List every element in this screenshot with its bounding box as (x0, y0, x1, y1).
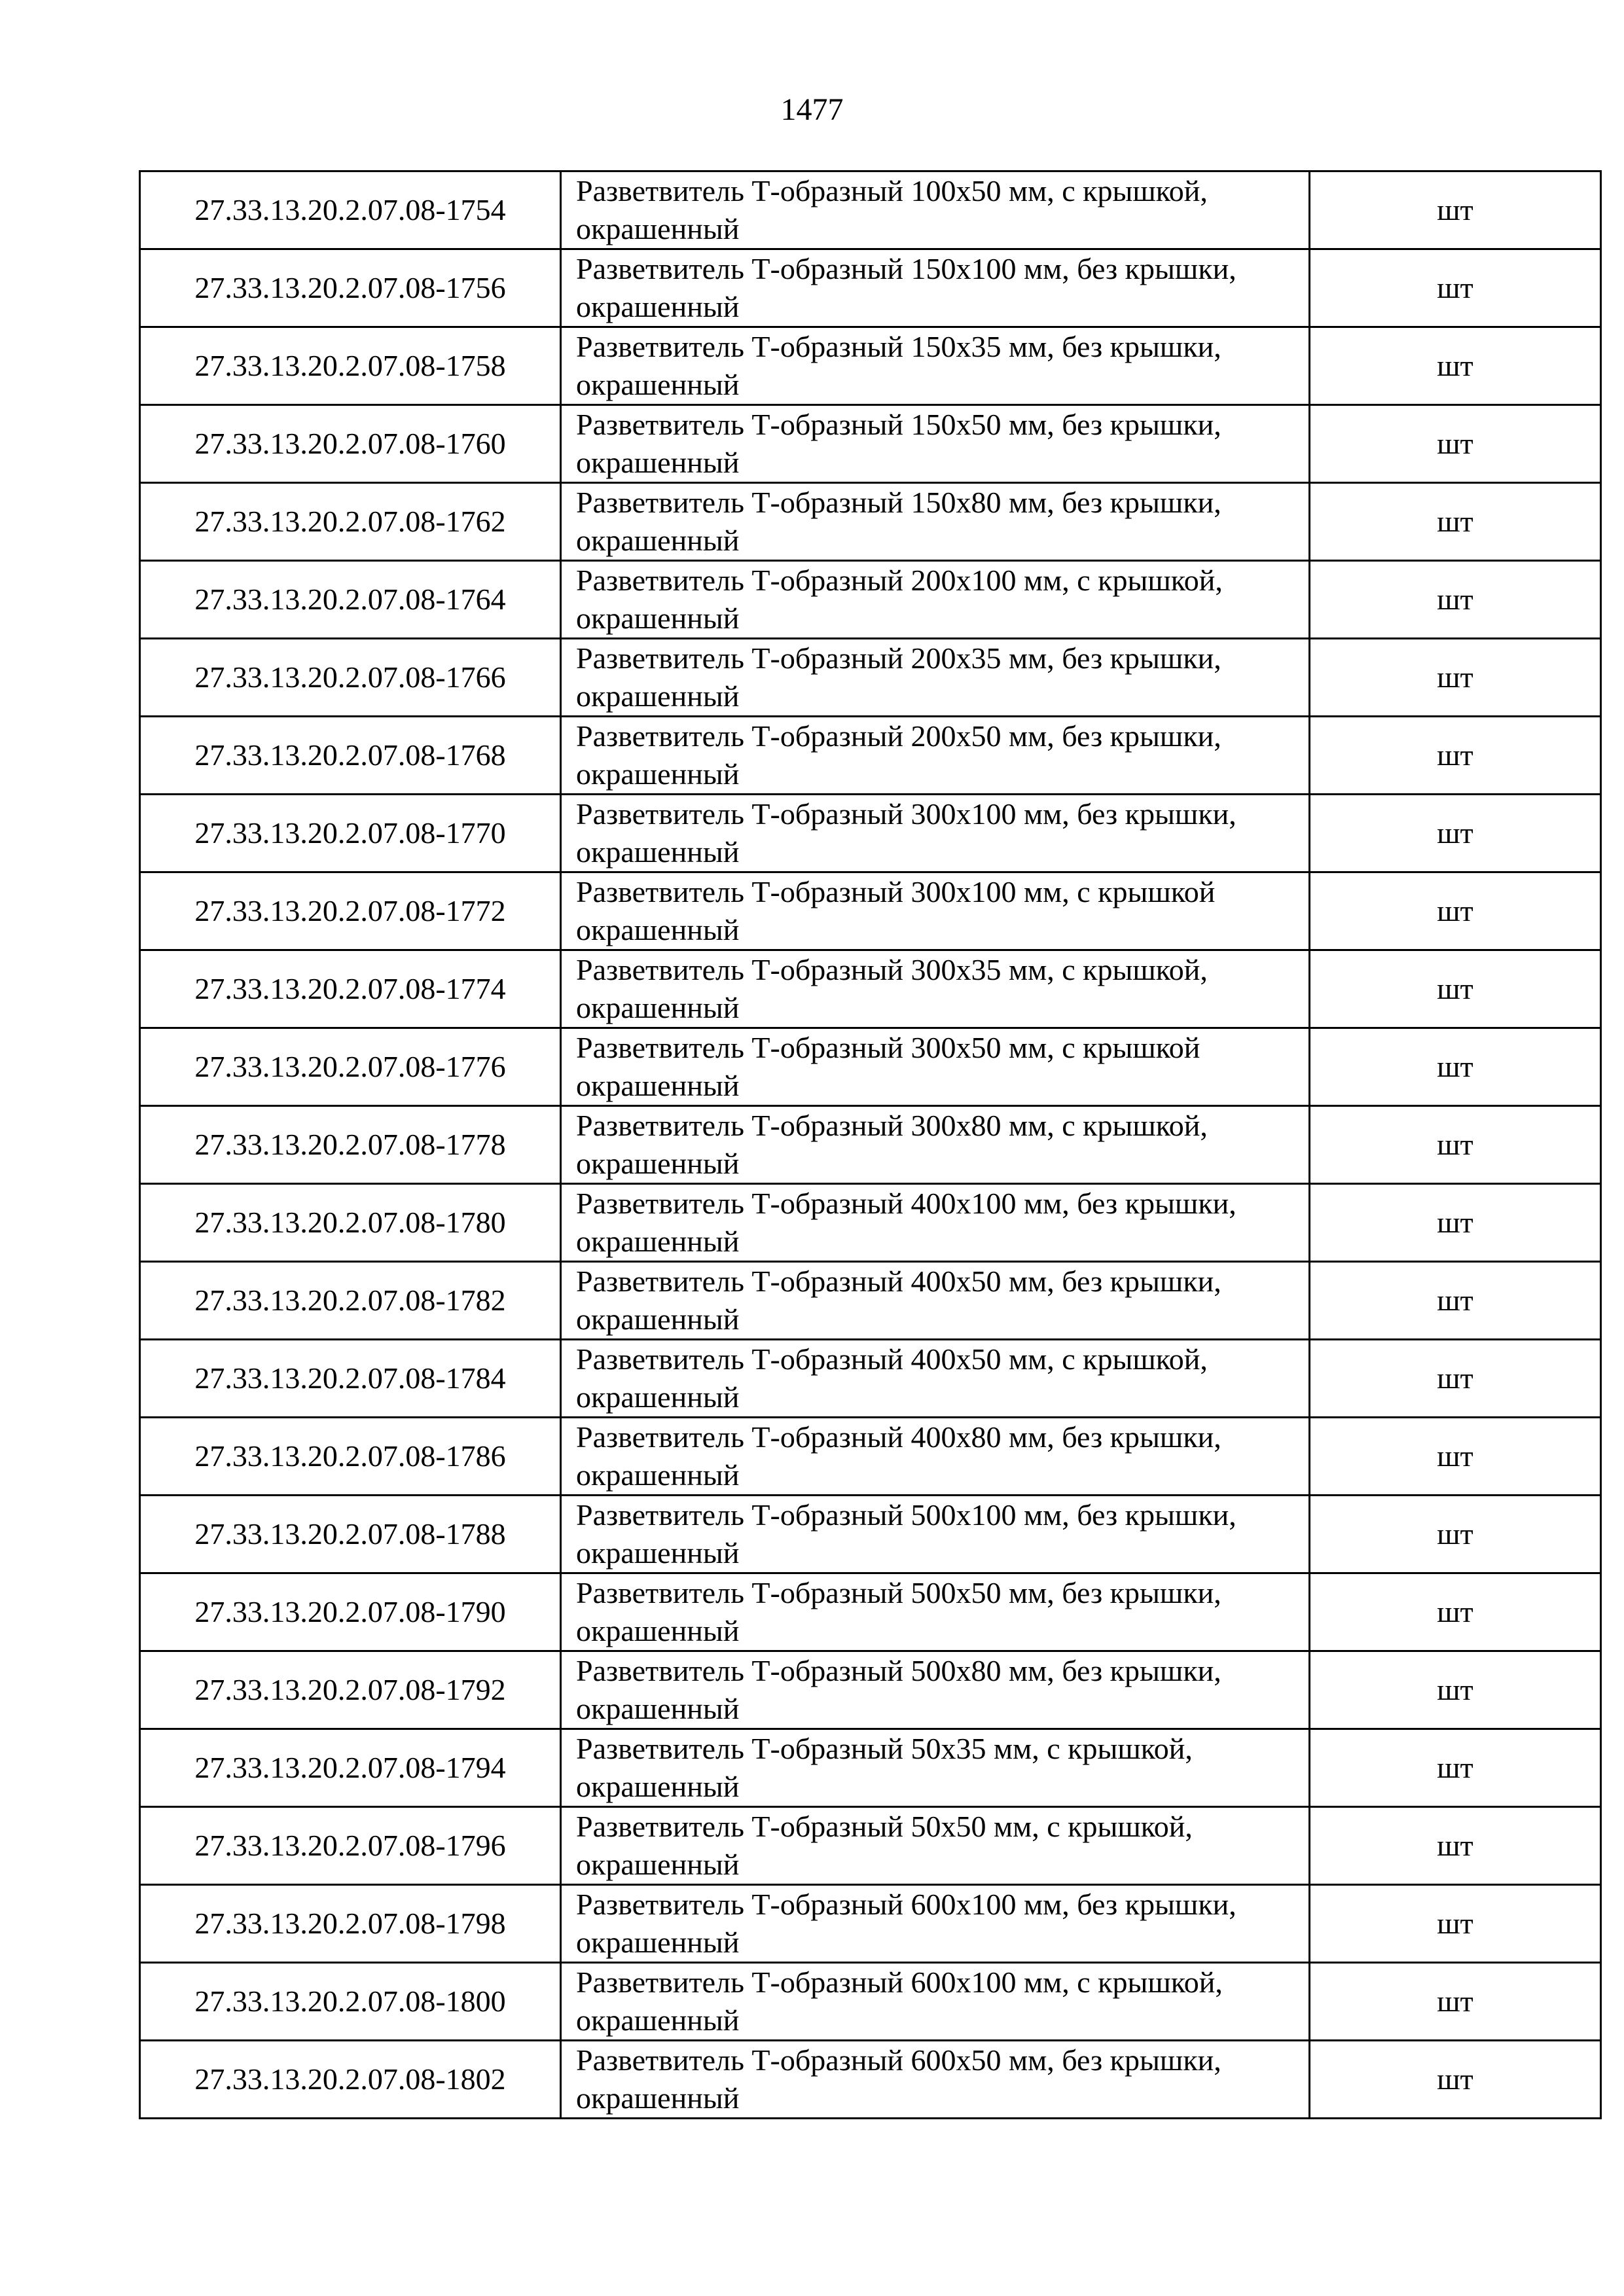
item-name-line-2: окрашенный (576, 1225, 740, 1258)
item-name-line-1: Разветвитель Т-образный 300х80 мм, с крышкой, (576, 1109, 1208, 1142)
unit-cell: шт (1310, 327, 1601, 405)
item-name-line-1: Разветвитель Т-образный 400х80 мм, без крышки, (576, 1420, 1221, 1454)
unit-cell: шт (1310, 249, 1601, 327)
item-name-line-1: Разветвитель Т-образный 500х80 мм, без крышки, (576, 1654, 1221, 1687)
table-row (140, 249, 1601, 327)
item-name-line-1: Разветвитель Т-образный 300х100 мм, с крышкой (576, 875, 1216, 908)
table-row (140, 1418, 1601, 1496)
table-row (140, 1028, 1601, 1106)
table-row (140, 1184, 1601, 1262)
item-name-line-1: Разветвитель Т-образный 300х35 мм, с крышкой, (576, 953, 1208, 986)
item-name-line-1: Разветвитель Т-образный 200х35 мм, без крышки, (576, 641, 1221, 675)
item-name-cell (561, 1885, 1310, 1963)
table-row (140, 1496, 1601, 1573)
item-name-cell (561, 2041, 1310, 2119)
item-name-line-2: окрашенный (576, 991, 740, 1024)
item-name-line-2: окрашенный (576, 446, 740, 479)
item-name-line-2: окрашенный (576, 913, 740, 946)
table-row (140, 171, 1601, 249)
item-name-line-2: окрашенный (576, 1380, 740, 1414)
table-row (140, 1573, 1601, 1651)
item-name-line-1: Разветвитель Т-образный 200х100 мм, с крышкой, (576, 564, 1223, 597)
item-code-cell: 27.33.13.20.2.07.08-1802 (140, 2041, 561, 2119)
item-name-cell (561, 327, 1310, 405)
item-code-cell: 27.33.13.20.2.07.08-1770 (140, 795, 561, 872)
item-name-cell (561, 1729, 1310, 1807)
item-code-cell: 27.33.13.20.2.07.08-1786 (140, 1418, 561, 1496)
item-name-cell (561, 483, 1310, 561)
item-name-line-1: Разветвитель Т-образный 400х50 мм, с крышкой, (576, 1342, 1208, 1376)
item-name-cell (561, 795, 1310, 872)
item-code-cell: 27.33.13.20.2.07.08-1780 (140, 1184, 561, 1262)
table-row (140, 1807, 1601, 1885)
item-name-cell (561, 561, 1310, 639)
item-code-cell: 27.33.13.20.2.07.08-1796 (140, 1807, 561, 1885)
unit-cell: шт (1310, 1729, 1601, 1807)
item-code-cell: 27.33.13.20.2.07.08-1790 (140, 1573, 561, 1651)
unit-cell: шт (1310, 1184, 1601, 1262)
item-name-line-1: Разветвитель Т-образный 50х50 мм, с крышкой, (576, 1810, 1193, 1843)
page-number: 1477 (780, 92, 844, 127)
item-code-cell: 27.33.13.20.2.07.08-1764 (140, 561, 561, 639)
item-code-cell: 27.33.13.20.2.07.08-1758 (140, 327, 561, 405)
unit-cell: шт (1310, 717, 1601, 795)
item-name-line-2: окрашенный (576, 1302, 740, 1336)
unit-cell: шт (1310, 1885, 1601, 1963)
unit-cell: шт (1310, 1651, 1601, 1729)
table-row (140, 1262, 1601, 1340)
item-name-line-2: окрашенный (576, 1147, 740, 1180)
item-name-line-1: Разветвитель Т-образный 500х50 мм, без крышки, (576, 1576, 1221, 1609)
item-name-line-1: Разветвитель Т-образный 400х50 мм, без крышки, (576, 1265, 1221, 1298)
item-name-cell (561, 950, 1310, 1028)
item-name-line-2: окрашенный (576, 1848, 740, 1881)
item-name-line-1: Разветвитель Т-образный 150х100 мм, без крышки, (576, 252, 1236, 285)
item-code-cell: 27.33.13.20.2.07.08-1792 (140, 1651, 561, 1729)
item-name-cell (561, 1340, 1310, 1418)
table-row (140, 872, 1601, 950)
table-row (140, 1651, 1601, 1729)
item-name-cell (561, 1496, 1310, 1573)
item-name-line-1: Разветвитель Т-образный 300х100 мм, без крышки, (576, 797, 1236, 831)
item-code-cell: 27.33.13.20.2.07.08-1760 (140, 405, 561, 483)
item-name-cell (561, 1028, 1310, 1106)
item-name-line-1: Разветвитель Т-образный 500х100 мм, без крышки, (576, 1498, 1236, 1532)
item-code-cell: 27.33.13.20.2.07.08-1772 (140, 872, 561, 950)
item-name-cell (561, 405, 1310, 483)
item-name-line-2: окрашенный (576, 835, 740, 869)
item-name-cell (561, 872, 1310, 950)
unit-cell: шт (1310, 1496, 1601, 1573)
item-code-cell: 27.33.13.20.2.07.08-1788 (140, 1496, 561, 1573)
table-row (140, 327, 1601, 405)
item-name-cell (561, 1418, 1310, 1496)
item-name-line-2: окрашенный (576, 1770, 740, 1803)
item-name-cell (561, 639, 1310, 717)
item-code-cell: 27.33.13.20.2.07.08-1774 (140, 950, 561, 1028)
table-row (140, 405, 1601, 483)
item-name-line-2: окрашенный (576, 601, 740, 635)
unit-cell: шт (1310, 1340, 1601, 1418)
table-row (140, 1106, 1601, 1184)
table-row (140, 561, 1601, 639)
table-row (140, 1729, 1601, 1807)
item-code-cell: 27.33.13.20.2.07.08-1768 (140, 717, 561, 795)
item-name-cell (561, 717, 1310, 795)
item-name-line-2: окрашенный (576, 290, 740, 323)
item-code-cell: 27.33.13.20.2.07.08-1776 (140, 1028, 561, 1106)
item-name-cell (561, 1106, 1310, 1184)
item-name-cell (561, 171, 1310, 249)
table-row (140, 950, 1601, 1028)
item-name-cell (561, 249, 1310, 327)
item-name-line-2: окрашенный (576, 2081, 740, 2115)
unit-cell: шт (1310, 1262, 1601, 1340)
item-name-line-2: окрашенный (576, 757, 740, 791)
item-code-cell: 27.33.13.20.2.07.08-1762 (140, 483, 561, 561)
table-body (140, 171, 1601, 2119)
item-name-line-1: Разветвитель Т-образный 50х35 мм, с крышкой, (576, 1732, 1193, 1765)
item-name-line-2: окрашенный (576, 524, 740, 557)
item-name-cell (561, 1262, 1310, 1340)
item-name-line-2: окрашенный (576, 679, 740, 713)
table-row (140, 1963, 1601, 2041)
unit-cell: шт (1310, 872, 1601, 950)
table-row (140, 1340, 1601, 1418)
item-name-line-2: окрашенный (576, 212, 740, 245)
table-row (140, 717, 1601, 795)
item-name-line-1: Разветвитель Т-образный 200х50 мм, без крышки, (576, 719, 1221, 753)
item-name-line-1: Разветвитель Т-образный 600х50 мм, без крышки, (576, 2043, 1221, 2077)
unit-cell: шт (1310, 950, 1601, 1028)
item-name-line-2: окрашенный (576, 1536, 740, 1570)
item-name-line-1: Разветвитель Т-образный 150х50 мм, без крышки, (576, 408, 1221, 441)
table-row (140, 639, 1601, 717)
price-table (139, 170, 1602, 2119)
item-name-cell (561, 1807, 1310, 1885)
unit-cell: шт (1310, 1573, 1601, 1651)
item-code-cell: 27.33.13.20.2.07.08-1766 (140, 639, 561, 717)
item-name-line-2: окрашенный (576, 1614, 740, 1647)
unit-cell: шт (1310, 171, 1601, 249)
unit-cell: шт (1310, 1807, 1601, 1885)
item-name-line-2: окрашенный (576, 1069, 740, 1102)
item-name-line-1: Разветвитель Т-образный 400х100 мм, без крышки, (576, 1187, 1236, 1220)
unit-cell: шт (1310, 483, 1601, 561)
item-name-line-2: окрашенный (576, 368, 740, 401)
table-row (140, 2041, 1601, 2119)
table-row (140, 1885, 1601, 1963)
item-name-line-1: Разветвитель Т-образный 150х80 мм, без крышки, (576, 486, 1221, 519)
unit-cell: шт (1310, 1028, 1601, 1106)
item-name-line-2: окрашенный (576, 2003, 740, 2037)
item-name-line-1: Разветвитель Т-образный 300х50 мм, с крышкой (576, 1031, 1200, 1064)
table-row (140, 795, 1601, 872)
item-name-cell (561, 1963, 1310, 2041)
item-name-line-2: окрашенный (576, 1458, 740, 1492)
unit-cell: шт (1310, 561, 1601, 639)
item-name-cell (561, 1651, 1310, 1729)
unit-cell: шт (1310, 1963, 1601, 2041)
table-row (140, 483, 1601, 561)
item-name-cell (561, 1184, 1310, 1262)
item-code-cell: 27.33.13.20.2.07.08-1756 (140, 249, 561, 327)
unit-cell: шт (1310, 405, 1601, 483)
unit-cell: шт (1310, 1418, 1601, 1496)
item-code-cell: 27.33.13.20.2.07.08-1778 (140, 1106, 561, 1184)
item-name-line-1: Разветвитель Т-образный 600х100 мм, без крышки, (576, 1888, 1236, 1921)
item-code-cell: 27.33.13.20.2.07.08-1784 (140, 1340, 561, 1418)
item-name-line-1: Разветвитель Т-образный 600х100 мм, с крышкой, (576, 1965, 1223, 1999)
item-name-line-1: Разветвитель Т-образный 100х50 мм, с крышкой, (576, 174, 1208, 207)
item-name-cell (561, 1573, 1310, 1651)
item-name-line-2: окрашенный (576, 1926, 740, 1959)
unit-cell: шт (1310, 639, 1601, 717)
item-code-cell: 27.33.13.20.2.07.08-1794 (140, 1729, 561, 1807)
item-code-cell: 27.33.13.20.2.07.08-1782 (140, 1262, 561, 1340)
item-code-cell: 27.33.13.20.2.07.08-1754 (140, 171, 561, 249)
item-code-cell: 27.33.13.20.2.07.08-1798 (140, 1885, 561, 1963)
item-code-cell: 27.33.13.20.2.07.08-1800 (140, 1963, 561, 2041)
unit-cell: шт (1310, 795, 1601, 872)
unit-cell: шт (1310, 2041, 1601, 2119)
item-name-line-2: окрашенный (576, 1692, 740, 1725)
unit-cell: шт (1310, 1106, 1601, 1184)
item-name-line-1: Разветвитель Т-образный 150х35 мм, без крышки, (576, 330, 1221, 363)
